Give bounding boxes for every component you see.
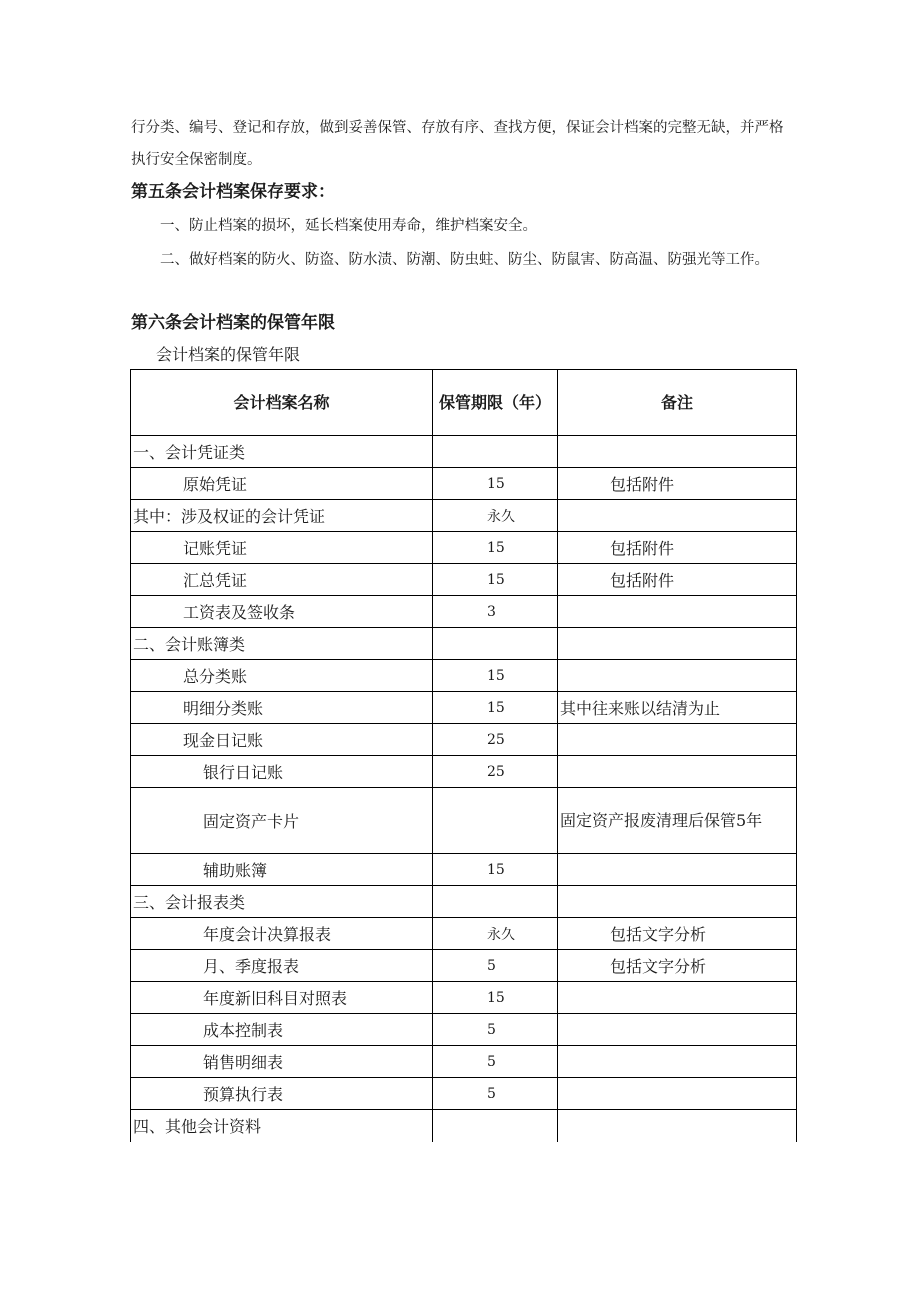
row-name: 辅助账簿 — [131, 854, 433, 886]
row-note — [558, 1046, 797, 1078]
row-name: 三、会计报表类 — [131, 886, 433, 918]
row-name: 四、其他会计资料 — [131, 1110, 433, 1142]
table-row — [131, 500, 797, 532]
row-note: 包括文字分析 — [558, 950, 797, 982]
table-row — [131, 468, 797, 500]
paragraph-storage-intro: 行分类、编号、登记和存放，做到妥善保管、存放有序、查找方便，保证会计档案的完整无缺，并严格执行安全保密制度。 — [131, 120, 784, 168]
row-period: 3 — [433, 596, 558, 628]
table-row — [131, 756, 797, 788]
table-row — [131, 564, 797, 596]
row-period: 15 — [433, 854, 558, 886]
table-row — [131, 1110, 797, 1142]
row-note: 固定资产报废清理后保管5年 — [558, 788, 797, 854]
row-name: 工资表及签收条 — [131, 596, 433, 628]
header-period: 保管期限（年） — [433, 370, 558, 436]
row-name: 其中：涉及权证的会计凭证 — [131, 500, 433, 532]
table-row — [131, 788, 797, 854]
row-period: 5 — [433, 950, 558, 982]
row-note — [558, 500, 797, 532]
row-note: 包括文字分析 — [558, 918, 797, 950]
table-row — [131, 1046, 797, 1078]
table-row — [131, 854, 797, 886]
table-caption: 会计档案的保管年限 — [156, 345, 301, 364]
row-period: 15 — [433, 692, 558, 724]
row-name: 月、季度报表 — [131, 950, 433, 982]
row-period — [433, 436, 558, 468]
row-period: 5 — [433, 1078, 558, 1110]
row-period: 15 — [433, 982, 558, 1014]
row-name: 记账凭证 — [131, 532, 433, 564]
row-period — [433, 886, 558, 918]
row-note: 包括附件 — [558, 468, 797, 500]
row-name: 固定资产卡片 — [131, 788, 433, 854]
row-name: 总分类账 — [131, 660, 433, 692]
row-name: 二、会计账簿类 — [131, 628, 433, 660]
row-period: 5 — [433, 1046, 558, 1078]
row-name: 一、会计凭证类 — [131, 436, 433, 468]
row-note — [558, 854, 797, 886]
table-row — [131, 724, 797, 756]
row-note — [558, 628, 797, 660]
row-period — [433, 788, 558, 854]
heading-article-6: 第六条会计档案的保管年限 — [131, 313, 335, 333]
table-row — [131, 950, 797, 982]
row-period — [433, 1110, 558, 1142]
table-header-row — [131, 370, 797, 436]
table-row — [131, 886, 797, 918]
row-note — [558, 596, 797, 628]
table-row — [131, 982, 797, 1014]
header-note: 备注 — [558, 370, 797, 436]
row-note — [558, 724, 797, 756]
row-note — [558, 886, 797, 918]
row-note — [558, 1014, 797, 1046]
row-period: 25 — [433, 756, 558, 788]
table-row — [131, 1078, 797, 1110]
paragraph-requirement-2: 二、做好档案的防火、防盗、防水渍、防潮、防虫蛀、防尘、防鼠害、防高温、防强光等工作。 — [160, 252, 769, 268]
row-note — [558, 982, 797, 1014]
table-row — [131, 628, 797, 660]
row-period: 15 — [433, 564, 558, 596]
row-period: 25 — [433, 724, 558, 756]
row-name: 银行日记账 — [131, 756, 433, 788]
row-name: 成本控制表 — [131, 1014, 433, 1046]
row-name: 销售明细表 — [131, 1046, 433, 1078]
table-row — [131, 436, 797, 468]
table-row — [131, 596, 797, 628]
table-row — [131, 1014, 797, 1046]
row-note: 包括附件 — [558, 532, 797, 564]
row-name: 年度新旧科目对照表 — [131, 982, 433, 1014]
row-name: 年度会计决算报表 — [131, 918, 433, 950]
table-row — [131, 660, 797, 692]
row-note — [558, 436, 797, 468]
row-note: 其中往来账以结清为止 — [558, 692, 797, 724]
row-note — [558, 1078, 797, 1110]
retention-table — [130, 369, 797, 1142]
row-period — [433, 628, 558, 660]
row-period: 15 — [433, 660, 558, 692]
row-period: 永久 — [433, 918, 558, 950]
table-row — [131, 532, 797, 564]
heading-article-5: 第五条会计档案保存要求： — [131, 182, 335, 202]
header-name: 会计档案名称 — [131, 370, 433, 436]
row-name: 现金日记账 — [131, 724, 433, 756]
row-period: 5 — [433, 1014, 558, 1046]
row-note: 包括附件 — [558, 564, 797, 596]
table-row — [131, 692, 797, 724]
paragraph-requirement-1: 一、防止档案的损坏，延长档案使用寿命，维护档案安全。 — [160, 218, 537, 234]
row-note — [558, 660, 797, 692]
row-note — [558, 1110, 797, 1142]
row-period: 15 — [433, 468, 558, 500]
row-name: 预算执行表 — [131, 1078, 433, 1110]
table-row — [131, 918, 797, 950]
row-name: 明细分类账 — [131, 692, 433, 724]
row-period: 15 — [433, 532, 558, 564]
row-period: 永久 — [433, 500, 558, 532]
row-name: 汇总凭证 — [131, 564, 433, 596]
row-note — [558, 756, 797, 788]
row-name: 原始凭证 — [131, 468, 433, 500]
